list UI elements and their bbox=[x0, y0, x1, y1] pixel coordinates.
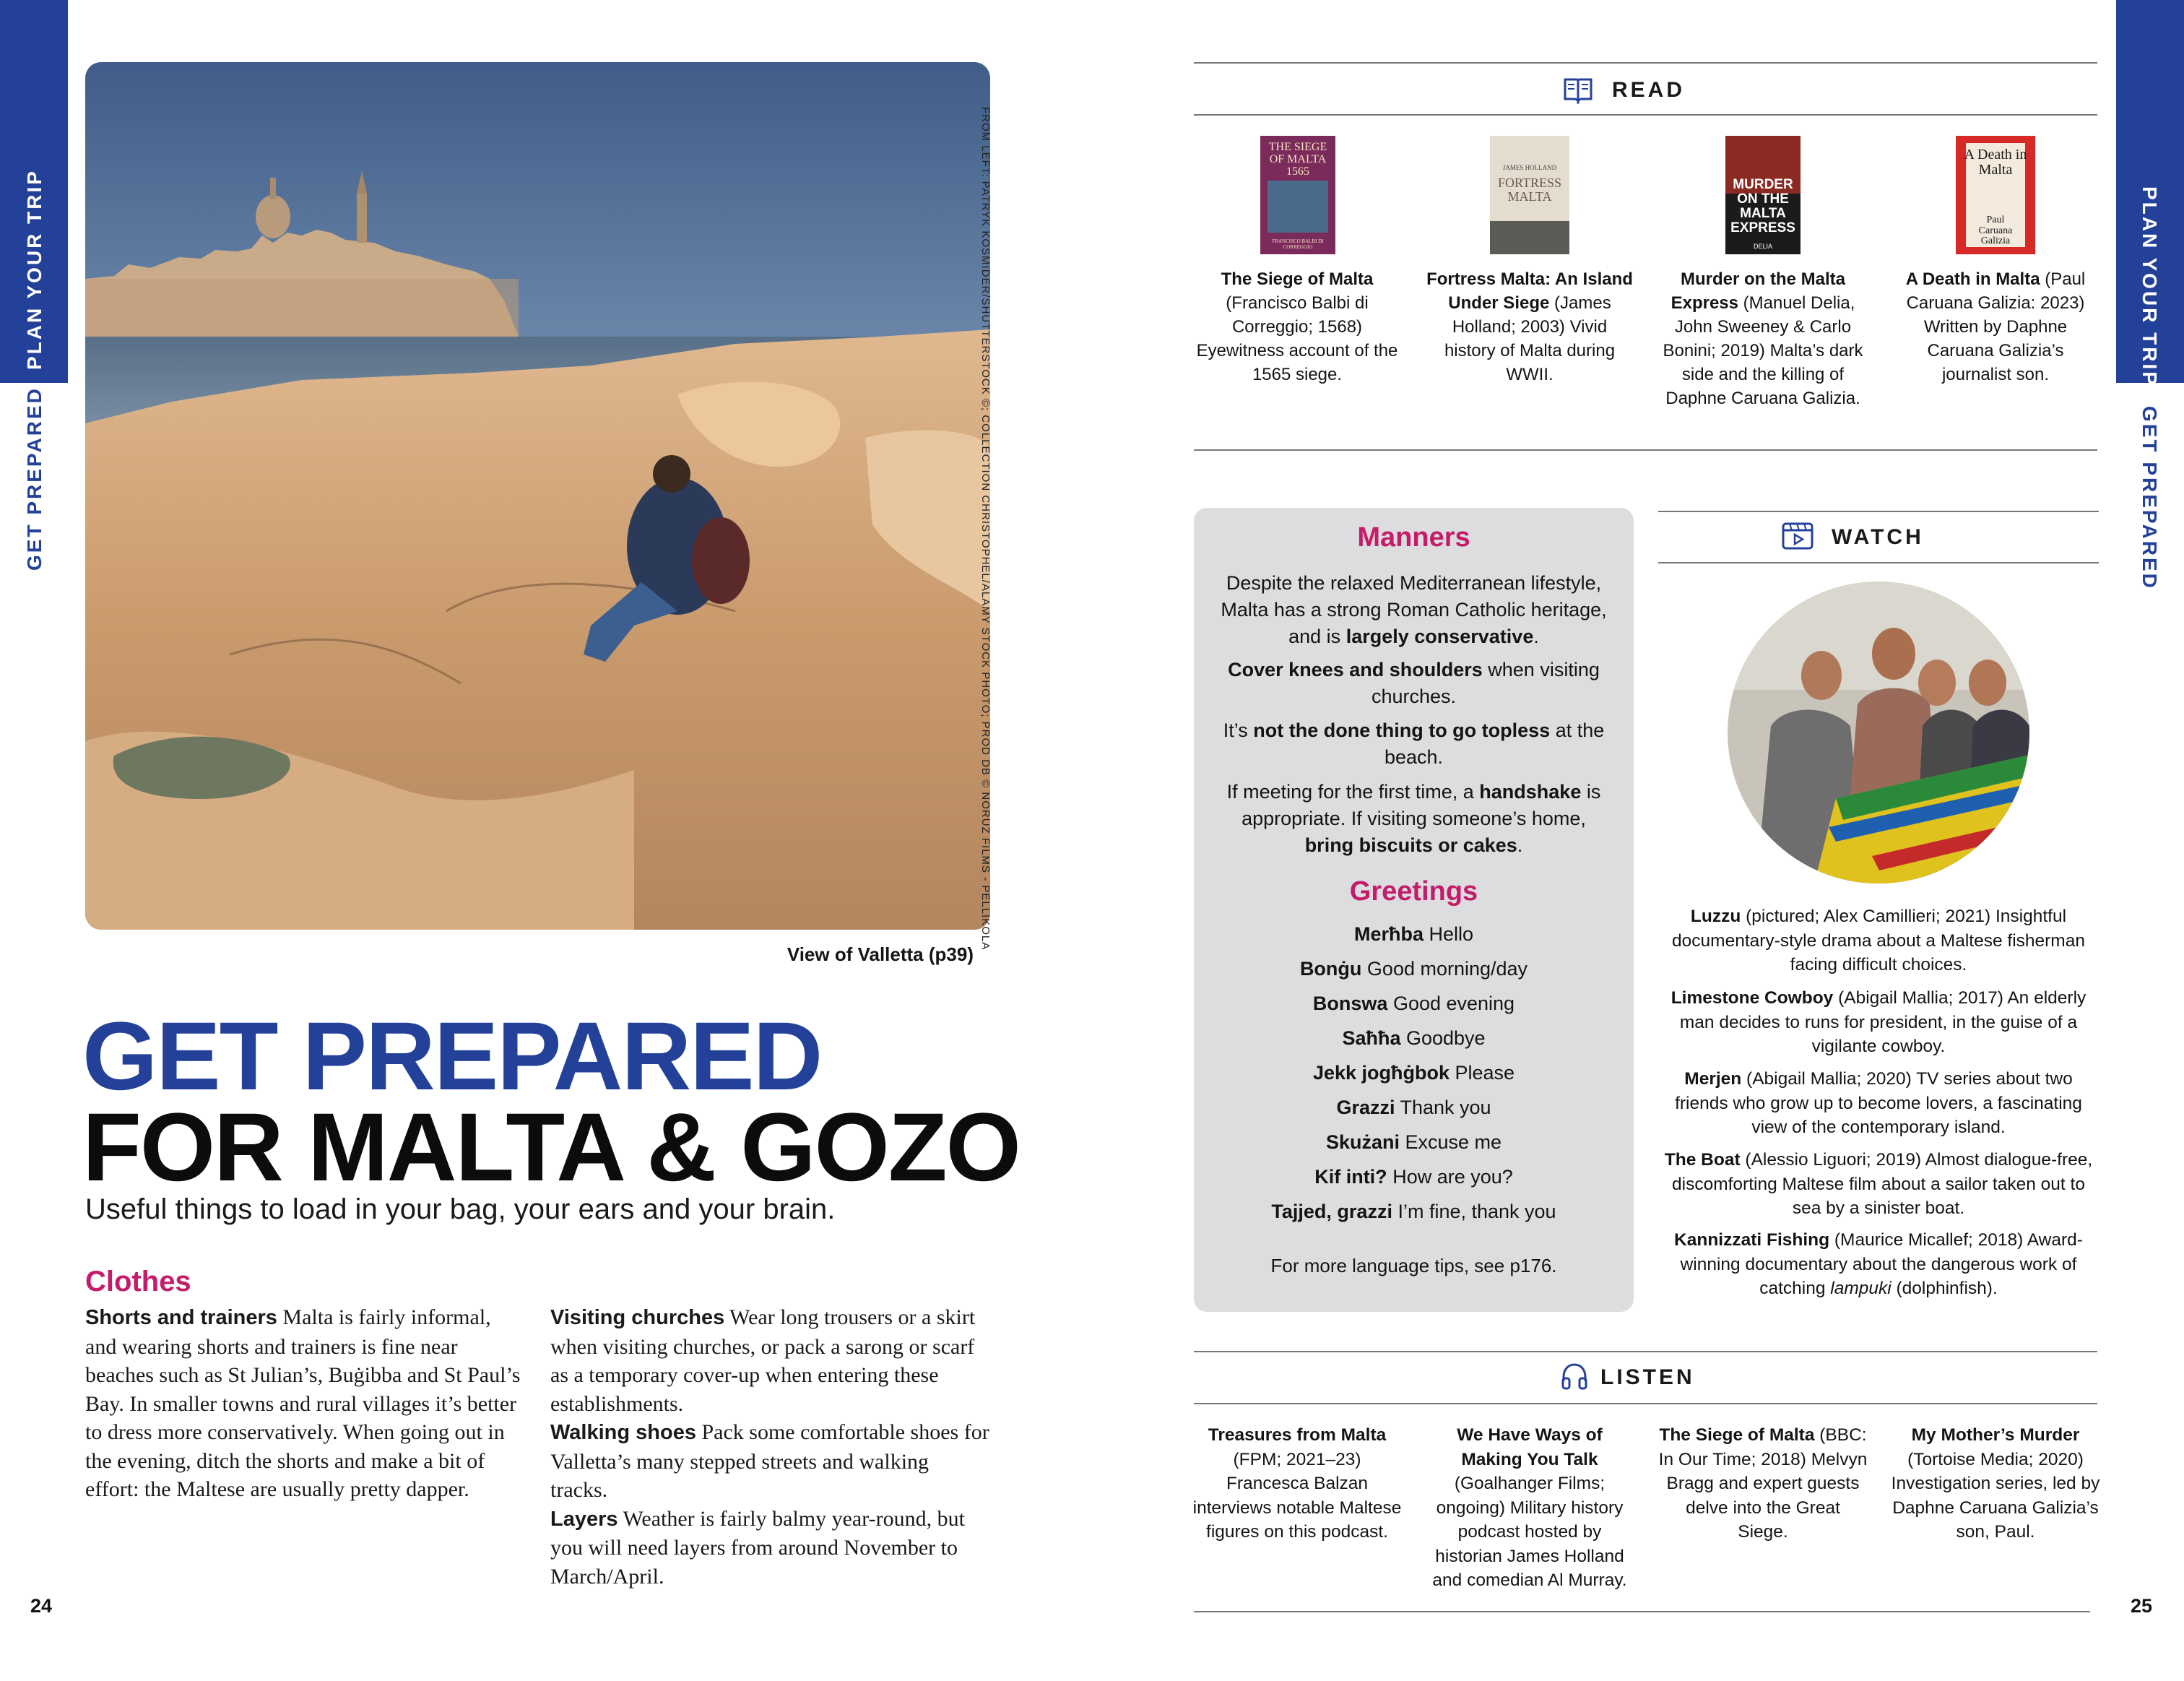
clothes-item: Shorts and trainers Malta is fairly informal, and wearing shorts and trainers is fine near beaches such as St Julian’s, Buġibba and St Paul’s Bay. In smaller towns and rural villages it’s better to dress more conservatively. When going out in the evening, ditch the shorts and make a bit of effort: the Maltese are usually pretty dapper. bbox=[85, 1305, 521, 1501]
listen-mid-rule bbox=[1194, 1403, 2097, 1404]
clothes-column-2 bbox=[550, 1303, 989, 1591]
valletta-photo-image bbox=[85, 62, 990, 930]
listen-bottom-rule bbox=[1194, 1611, 2090, 1612]
book-cover: A Death in Malta Paul Caruana Galizia bbox=[1956, 136, 2035, 254]
podcast-entry: My Mother’s Murder (Tortoise Media; 2020) Investigation series, led by Daphne Caruana Galizia’s son, Paul. bbox=[1891, 1425, 2100, 1542]
clothes-item: Walking shoes Pack some comfortable shoes for Valletta’s many stepped streets and walking tracks. bbox=[550, 1420, 989, 1502]
page-number-right: 25 bbox=[2131, 1595, 2153, 1617]
valletta-photo bbox=[85, 62, 990, 930]
headphones-icon bbox=[1559, 1361, 1590, 1395]
film-entry: The Boat (Alessio Liguori; 2019) Almost dialogue-free, discomforting Maltese film about a sailor taken out to sea by a sinister boat. bbox=[1664, 1150, 2093, 1218]
video-icon bbox=[1781, 520, 1814, 556]
book-icon bbox=[1562, 75, 1594, 108]
podcast-entry: The Siege of Malta (BBC: In Our Time; 2018) Melvyn Bragg and expert guests delve into the Great Siege. bbox=[1658, 1425, 1868, 1542]
manners-heading: Manners bbox=[1357, 522, 1470, 553]
page-title-line1: GET PREPARED bbox=[82, 1003, 822, 1110]
film-entry: Kannizzati Fishing (Maurice Micallef; 2018) Award-winning documentary about the dangerous work of catching lampuki (dolphinfish). bbox=[1674, 1230, 2083, 1298]
photo-caption: View of Valletta (p39) bbox=[786, 943, 974, 965]
clothes-heading: Clothes bbox=[85, 1266, 191, 1297]
film-entry: Merjen (Abigail Mallia; 2020) TV series about two friends who grow up to become lovers, a fascinating view of the contemporary island. bbox=[1675, 1069, 2082, 1137]
book-entry: Fortress Malta: An Island Under Siege (James Holland; 2003) Vivid history of Malta during WWII. bbox=[1426, 269, 1633, 384]
read-bottom-rule bbox=[1194, 449, 2097, 451]
read-mid-rule bbox=[1194, 114, 2097, 116]
page-subtitle: Useful things to load in your bag, your ears and your brain. bbox=[85, 1193, 836, 1225]
podcast-entry: We Have Ways of Making You Talk (Goalhanger Films; ongoing) Military history podcast hosted by historian James Holland and comedian Al Murray. bbox=[1432, 1425, 1627, 1590]
listen-heading: LISTEN bbox=[1600, 1365, 1695, 1389]
left-tab-label: PLAN YOUR TRIP bbox=[23, 169, 46, 370]
page-title-line2: FOR MALTA & GOZO bbox=[82, 1094, 1020, 1201]
greeting-phrase: Grazzi Thank you bbox=[1336, 1097, 1491, 1118]
book-cover: JAMES HOLLAND FORTRESS MALTA bbox=[1490, 136, 1569, 254]
listen-top-rule bbox=[1194, 1351, 2097, 1352]
greeting-phrase: Bonswa Good evening bbox=[1312, 993, 1515, 1014]
book-cover: MURDER ON THE MALTA EXPRESS DELIA bbox=[1725, 136, 1800, 254]
clothes-column-1 bbox=[85, 1303, 524, 1504]
greeting-phrase: Skużani Excuse me bbox=[1325, 1131, 1502, 1153]
right-side-tab bbox=[2116, 0, 2184, 387]
manners-paragraph: It’s not the done thing to go topless at the beach. bbox=[1223, 719, 1605, 768]
film-entry: Luzzu (pictured; Alex Camillieri; 2021) Insightful documentary-style drama about a Maltese fisherman facing difficult choices. bbox=[1672, 907, 2085, 975]
book-entry: The Siege of Malta (Francisco Balbi di Correggio; 1568) Eyewitness account of the 1565 siege. bbox=[1196, 269, 1398, 384]
watch-mid-rule bbox=[1658, 562, 2099, 563]
greeting-phrase: Bonġu Good morning/day bbox=[1299, 958, 1528, 980]
right-tab-label: PLAN YOUR TRIP bbox=[2138, 186, 2161, 387]
read-heading: READ bbox=[1612, 78, 1686, 102]
greeting-phrase: Merħba Hello bbox=[1353, 923, 1474, 945]
book-entry: A Death in Malta (Paul Caruana Galizia: 2023) Written by Daphne Caruana Galizia’s journalist son. bbox=[1905, 269, 2086, 384]
manners-greetings-panel bbox=[1194, 508, 1634, 1312]
book-entry: Murder on the Malta Express (Manuel Delia, John Sweeney & Carlo Bonini; 2019) Malta’s dark side and the killing of Daphne Caruana Galizia. bbox=[1663, 269, 1863, 408]
greeting-phrase: Kif inti? How are you? bbox=[1314, 1166, 1513, 1188]
manners-paragraph: Despite the relaxed Mediterranean lifestyle, Malta has a strong Roman Catholic heritage, and is largely conservative. bbox=[1221, 572, 1607, 647]
watch-heading: WATCH bbox=[1832, 525, 1924, 549]
clothes-item: Layers Weather is fairly balmy year-round, but you will need layers from around November to March/April. bbox=[550, 1506, 965, 1589]
right-section-label: GET PREPARED bbox=[2138, 406, 2161, 590]
greeting-phrase: Saħħa Goodbye bbox=[1342, 1027, 1486, 1049]
manners-paragraph: Cover knees and shoulders when visiting churches. bbox=[1228, 659, 1600, 707]
watch-top-rule bbox=[1658, 511, 2099, 512]
greeting-phrase: Jekk jogħġbok Please bbox=[1312, 1062, 1515, 1084]
manners-paragraph: If meeting for the first time, a handshake is appropriate. If visiting someone’s home, bring biscuits or cakes. bbox=[1226, 781, 1601, 856]
clothes-item: Visiting churches Wear long trousers or a skirt when visiting churches, or pack a sarong or scarf as a temporary cover-up when entering these establishments. bbox=[550, 1305, 976, 1416]
read-top-rule bbox=[1194, 62, 2097, 64]
book-cover: THE SIEGE OF MALTA 1565 FRANCISCO BALBI DI CORREGGIO bbox=[1260, 136, 1335, 254]
photo-credit: FROM LEFT: PATRYK KOSMIDER/SHUTTERSTOCK ©; COLLECTION CHRISTOPHEL/ALAMY STOCK PHOTO; PROD DB © NORUZ FILMS - PELLIKOLA bbox=[979, 107, 992, 951]
greetings-heading: Greetings bbox=[1349, 876, 1478, 907]
greeting-phrase: Tajjed, grazzi I’m fine, thank you bbox=[1271, 1201, 1556, 1222]
luzzu-still-photo bbox=[1728, 582, 2029, 883]
podcast-entry: Treasures from Malta (FPM; 2021–23) Francesca Balzan interviews notable Maltese figures on this podcast. bbox=[1192, 1425, 1402, 1542]
film-entry: Limestone Cowboy (Abigail Mallia; 2017) An elderly man decides to runs for president, in the guise of a vigilante cowboy. bbox=[1670, 988, 2086, 1056]
left-section-label: GET PREPARED bbox=[23, 386, 46, 571]
language-tips-note: For more language tips, see p176. bbox=[1270, 1255, 1557, 1276]
left-side-tab bbox=[0, 0, 68, 383]
page-number-left: 24 bbox=[30, 1595, 53, 1617]
